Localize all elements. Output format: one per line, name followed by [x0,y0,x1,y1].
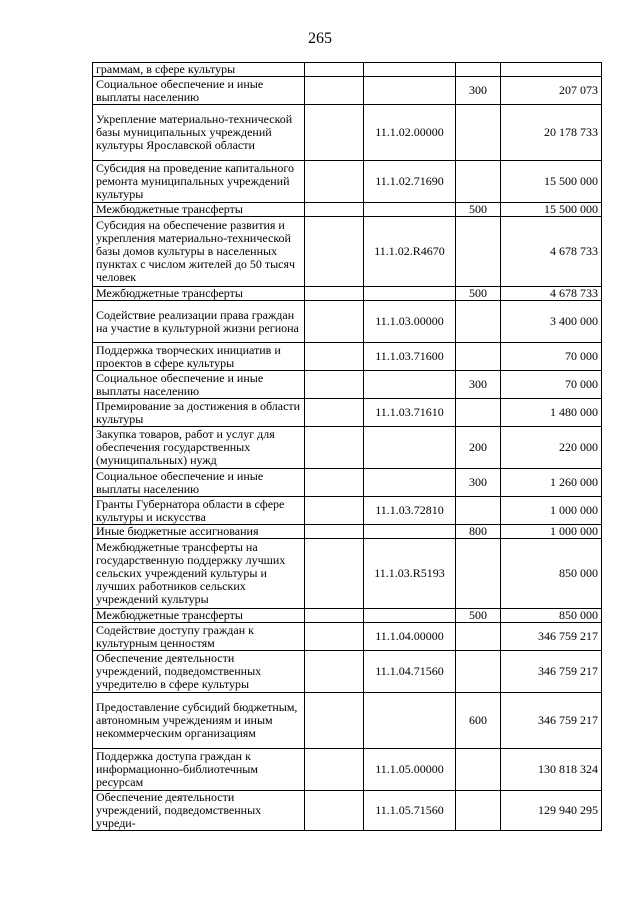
row-name-cell: Поддержка творческих инициатив и проектов в сфере культуры [93,343,305,371]
row-amount-cell: 1 260 000 [501,469,602,497]
row-type-cell: 500 [456,203,501,217]
table-row [93,497,602,525]
row-empty-cell [305,525,364,539]
row-amount-cell: 1 480 000 [501,399,602,427]
row-name-cell: Субсидия на обеспечение развития и укрепления материально-технической базы домов культуры в населенных пунктах с числом жителей до 50 тысяч человек [93,217,305,287]
table-row [93,651,602,693]
row-amount-cell: 4 678 733 [501,287,602,301]
table-row [93,301,602,343]
row-type-cell: 600 [456,693,501,749]
row-type-cell [456,623,501,651]
row-type-cell [456,399,501,427]
row-empty-cell [305,623,364,651]
table-row [93,77,602,105]
row-code-cell: 11.1.05.00000 [364,749,456,791]
row-code-cell: 11.1.02.00000 [364,105,456,161]
row-name-cell: Содействие доступу граждан к культурным ценностям [93,623,305,651]
page-number: 265 [308,30,332,47]
row-amount-cell: 15 500 000 [501,161,602,203]
row-name-cell: Социальное обеспечение и иные выплаты населению [93,371,305,399]
row-code-cell [364,203,456,217]
row-empty-cell [305,539,364,609]
row-type-cell [456,343,501,371]
row-code-cell: 11.1.03.R5193 [364,539,456,609]
row-amount-cell: 130 818 324 [501,749,602,791]
table-row [93,609,602,623]
row-code-cell [364,693,456,749]
row-empty-cell [305,161,364,203]
row-code-cell [364,371,456,399]
row-type-cell: 500 [456,609,501,623]
row-empty-cell [305,105,364,161]
row-type-cell [456,749,501,791]
row-code-cell: 11.1.04.00000 [364,623,456,651]
row-name-cell: Иные бюджетные ассигнования [93,525,305,539]
row-amount-cell: 20 178 733 [501,105,602,161]
row-code-cell [364,427,456,469]
row-type-cell: 300 [456,371,501,399]
row-name-cell: Премирование за достижения в области культуры [93,399,305,427]
row-empty-cell [305,651,364,693]
row-type-cell [456,63,501,77]
row-empty-cell [305,749,364,791]
table-row [93,469,602,497]
row-code-cell [364,609,456,623]
row-type-cell: 500 [456,287,501,301]
table-row [93,105,602,161]
row-code-cell: 11.1.04.71560 [364,651,456,693]
row-type-cell: 800 [456,525,501,539]
row-amount-cell: 220 000 [501,427,602,469]
row-code-cell: 11.1.02.R4670 [364,217,456,287]
row-amount-cell: 850 000 [501,609,602,623]
row-empty-cell [305,427,364,469]
row-amount-cell: 4 678 733 [501,217,602,287]
row-amount-cell: 346 759 217 [501,623,602,651]
row-name-cell: Гранты Губернатора области в сфере культуры и искусства [93,497,305,525]
row-empty-cell [305,609,364,623]
table-row [93,693,602,749]
row-amount-cell [501,63,602,77]
row-amount-cell: 346 759 217 [501,651,602,693]
row-code-cell [364,63,456,77]
row-name-cell: Социальное обеспечение и иные выплаты населению [93,469,305,497]
row-code-cell: 11.1.03.72810 [364,497,456,525]
row-name-cell: Укрепление материально-технической базы муниципальных учреждений культуры Ярославской области [93,105,305,161]
row-code-cell: 11.1.03.71610 [364,399,456,427]
table-row [93,63,602,77]
table-row [93,427,602,469]
table-row [93,203,602,217]
row-code-cell: 11.1.03.00000 [364,301,456,343]
table-row [93,343,602,371]
row-empty-cell [305,203,364,217]
row-code-cell: 11.1.03.71600 [364,343,456,371]
table-row [93,287,602,301]
row-empty-cell [305,693,364,749]
row-empty-cell [305,63,364,77]
row-type-cell: 300 [456,77,501,105]
row-type-cell [456,301,501,343]
table-row [93,217,602,287]
row-empty-cell [305,399,364,427]
table-row [93,371,602,399]
row-empty-cell [305,217,364,287]
table-row [93,749,602,791]
row-type-cell [456,791,501,831]
row-name-cell: Предоставление субсидий бюджетным, автономным учреждениям и иным некоммерческим организациям [93,693,305,749]
row-amount-cell: 15 500 000 [501,203,602,217]
row-name-cell: Межбюджетные трансферты [93,609,305,623]
row-empty-cell [305,343,364,371]
row-empty-cell [305,287,364,301]
row-type-cell [456,651,501,693]
row-type-cell [456,161,501,203]
row-amount-cell: 3 400 000 [501,301,602,343]
row-name-cell: Обеспечение деятельности учреждений, подведомственных учреди- [93,791,305,831]
row-empty-cell [305,77,364,105]
row-type-cell: 200 [456,427,501,469]
row-amount-cell: 70 000 [501,343,602,371]
row-amount-cell: 70 000 [501,371,602,399]
row-code-cell: 11.1.02.71690 [364,161,456,203]
table-row [93,791,602,831]
row-name-cell: Межбюджетные трансферты [93,203,305,217]
row-amount-cell: 129 940 295 [501,791,602,831]
table-row [93,399,602,427]
row-amount-cell: 346 759 217 [501,693,602,749]
row-name-cell: Закупка товаров, работ и услуг для обеспечения государственных (муниципальных) нужд [93,427,305,469]
row-code-cell: 11.1.05.71560 [364,791,456,831]
row-name-cell: граммам, в сфере культуры [93,63,305,77]
row-type-cell [456,217,501,287]
row-name-cell: Межбюджетные трансферты на государственную поддержку лучших сельских учреждений культуры и лучших работников сельских учреждений культуры [93,539,305,609]
budget-table [92,62,602,831]
row-empty-cell [305,497,364,525]
row-name-cell: Содействие реализации права граждан на участие в культурной жизни региона [93,301,305,343]
row-amount-cell: 850 000 [501,539,602,609]
row-name-cell: Обеспечение деятельности учреждений, подведомственных учредителю в сфере культуры [93,651,305,693]
table-row [93,539,602,609]
row-type-cell: 300 [456,469,501,497]
row-type-cell [456,497,501,525]
row-amount-cell: 1 000 000 [501,525,602,539]
row-empty-cell [305,791,364,831]
row-amount-cell: 1 000 000 [501,497,602,525]
table-row [93,525,602,539]
row-empty-cell [305,371,364,399]
row-amount-cell: 207 073 [501,77,602,105]
row-empty-cell [305,301,364,343]
row-name-cell: Субсидия на проведение капитального ремонта муниципальных учреждений культуры [93,161,305,203]
row-name-cell: Межбюджетные трансферты [93,287,305,301]
budget-table-body [93,63,602,831]
row-code-cell [364,77,456,105]
row-code-cell [364,525,456,539]
row-name-cell: Поддержка доступа граждан к информационно-библиотечным ресурсам [93,749,305,791]
row-empty-cell [305,469,364,497]
row-type-cell [456,105,501,161]
table-row [93,161,602,203]
row-name-cell: Социальное обеспечение и иные выплаты населению [93,77,305,105]
row-type-cell [456,539,501,609]
table-row [93,623,602,651]
row-code-cell [364,287,456,301]
row-code-cell [364,469,456,497]
